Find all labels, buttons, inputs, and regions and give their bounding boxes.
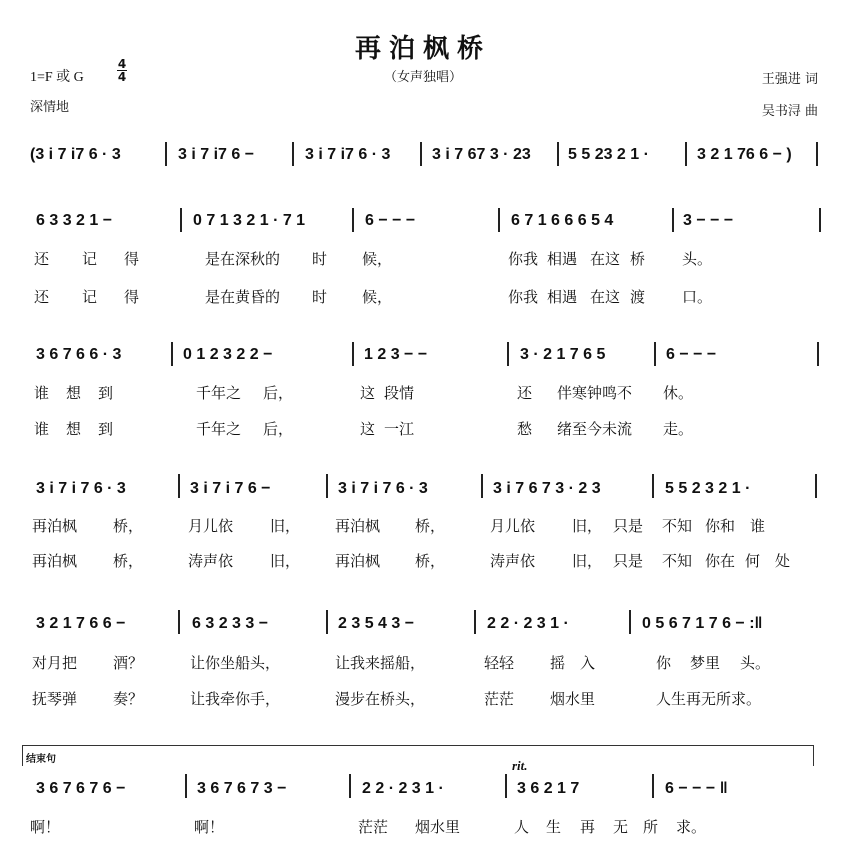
- lyric-syllable: 相遇: [547, 250, 578, 268]
- lyric-syllable: 只是: [613, 552, 644, 570]
- lyric-syllable: 在这: [590, 250, 621, 268]
- lyric-syllable: 茫茫: [358, 818, 389, 836]
- key-signature: 1=F 或 G: [30, 70, 84, 85]
- measure: 3 6 2 1 7: [517, 780, 580, 797]
- barline: [352, 342, 354, 366]
- lyric-syllable: 茫茫: [484, 690, 515, 708]
- lyricist-credit: 王强进 词: [761, 72, 818, 87]
- barline: [178, 474, 180, 498]
- lyric-syllable: 只是: [613, 517, 644, 535]
- barline: [178, 610, 180, 634]
- lyric-syllable: 这: [360, 384, 376, 402]
- measure: 2 2 · 2 3 1 ·: [487, 615, 569, 632]
- song-title: 再泊枫桥: [354, 34, 491, 64]
- barline: [474, 610, 476, 634]
- barline: [654, 342, 656, 366]
- lyric-syllable: 想: [66, 420, 82, 438]
- measure: 5 5 23 2 1 ·: [568, 146, 649, 163]
- lyric-syllable: 渡: [630, 288, 646, 306]
- lyric-syllable: 旧，: [572, 517, 603, 535]
- lyric-syllable: 再泊枫: [335, 517, 381, 535]
- measure: 3 2 1 7 6 6 −: [36, 615, 126, 632]
- lyric-syllable: 月儿依: [188, 517, 234, 535]
- lyric-syllable: 段情: [384, 384, 415, 402]
- barline: [326, 610, 328, 634]
- lyric-syllable: 你: [656, 654, 672, 672]
- lyric-syllable: 相遇: [547, 288, 578, 306]
- lyric-syllable: 旧，: [270, 552, 301, 570]
- lyric-syllable: 千年之: [196, 420, 242, 438]
- measure: 6 − − − ‖: [665, 780, 728, 797]
- lyric-syllable: 所: [643, 818, 659, 836]
- lyric-syllable: 生: [546, 818, 562, 836]
- lyric-syllable: 一江: [384, 420, 415, 438]
- barline: [352, 208, 354, 232]
- measure: 3 2 1 76 6 − ): [697, 146, 792, 163]
- measure: 6 7 1 6 6 6 5 4: [511, 212, 614, 229]
- barline: [326, 474, 328, 498]
- lyric-syllable: 后，: [263, 420, 294, 438]
- lyric-syllable: 再泊枫: [32, 517, 78, 535]
- barline: [292, 142, 294, 166]
- measure: 6 3 3 2 1 −: [36, 212, 113, 229]
- lyric-syllable: 桥，: [415, 552, 446, 570]
- lyric-syllable: 时: [312, 288, 328, 306]
- barline: [505, 774, 507, 798]
- lyric-syllable: 谁: [750, 517, 766, 535]
- lyric-syllable: 后，: [263, 384, 294, 402]
- lyric-syllable: 何: [745, 552, 761, 570]
- lyric-syllable: 不知: [662, 552, 693, 570]
- barline: [481, 474, 483, 498]
- lyric-syllable: 轻轻: [484, 654, 515, 672]
- lyric-syllable: 口。: [682, 288, 713, 306]
- lyric-syllable: 让我牵你手，: [190, 690, 281, 708]
- lyric-syllable: 人生再无所求。: [656, 690, 762, 708]
- lyric-syllable: 你我: [508, 288, 539, 306]
- lyric-syllable: 不知: [662, 517, 693, 535]
- lyric-syllable: 旧，: [572, 552, 603, 570]
- lyric-syllable: 还: [34, 250, 50, 268]
- barline: [629, 610, 631, 634]
- barline: [672, 208, 674, 232]
- lyric-syllable: 得: [124, 250, 140, 268]
- lyric-syllable: 休。: [663, 384, 694, 402]
- lyric-syllable: 绪至今未流: [557, 420, 633, 438]
- lyric-syllable: 入: [580, 654, 596, 672]
- coda-label: 结束句: [26, 754, 56, 765]
- tempo-marking: 深情地: [30, 100, 70, 115]
- lyric-syllable: 涛声依: [490, 552, 536, 570]
- measure: 2 3 5 4 3 −: [338, 615, 415, 632]
- measure: (3 i 7 i7 6 · 3: [30, 146, 121, 163]
- barline: [685, 142, 687, 166]
- lyric-syllable: 对月把: [32, 654, 78, 672]
- lyric-syllable: 候，: [362, 288, 393, 306]
- lyric-syllable: 记: [82, 250, 98, 268]
- measure: 2 2 · 2 3 1 ·: [362, 780, 444, 797]
- measure: 6 − − −: [365, 212, 416, 229]
- lyric-syllable: 想: [66, 384, 82, 402]
- barline: [171, 342, 173, 366]
- lyric-syllable: 是在黄昏的: [205, 288, 281, 306]
- lyric-syllable: 还: [34, 288, 50, 306]
- lyric-syllable: 在这: [590, 288, 621, 306]
- barline: [165, 142, 167, 166]
- coda-bracket: [22, 745, 814, 766]
- measure: 3 i 7 i 7 6 −: [190, 480, 271, 497]
- measure: 0 5 6 7 1 7 6 − :‖: [642, 615, 763, 632]
- lyric-syllable: 抚琴弹: [32, 690, 78, 708]
- song-subtitle: （女声独唱）: [383, 70, 462, 85]
- barline: [816, 142, 818, 166]
- barline: [420, 142, 422, 166]
- lyric-syllable: 旧，: [270, 517, 301, 535]
- measure: 3 i 7 i7 6 · 3: [305, 146, 391, 163]
- barline: [817, 342, 819, 366]
- lyric-syllable: 涛声依: [188, 552, 234, 570]
- measure: 0 7 1 3 2 1 · 7 1: [193, 212, 306, 229]
- composer-credit: 吴书浔 曲: [761, 104, 818, 119]
- lyric-syllable: 处: [775, 552, 791, 570]
- measure: 3 6 7 6 6 · 3: [36, 346, 122, 363]
- lyric-syllable: 愁: [517, 420, 533, 438]
- lyric-syllable: 烟水里: [550, 690, 596, 708]
- measure: 0 1 2 3 2 2 −: [183, 346, 273, 363]
- lyric-syllable: 啊！: [30, 818, 61, 836]
- lyric-syllable: 无: [613, 818, 629, 836]
- measure: 3 i 7 i 7 6 · 3: [338, 480, 428, 497]
- barline: [185, 774, 187, 798]
- lyric-syllable: 漫步在桥头，: [335, 690, 426, 708]
- lyric-syllable: 让你坐船头，: [190, 654, 281, 672]
- barline: [507, 342, 509, 366]
- barline: [815, 474, 817, 498]
- lyric-syllable: 摇: [550, 654, 566, 672]
- lyric-syllable: 谁: [34, 420, 50, 438]
- lyric-syllable: 千年之: [196, 384, 242, 402]
- lyric-syllable: 酒？: [113, 654, 144, 672]
- lyric-syllable: 走。: [663, 420, 694, 438]
- lyric-syllable: 你在: [705, 552, 736, 570]
- measure: 3 · 2 1 7 6 5: [520, 346, 606, 363]
- measure: 5 5 2 3 2 1 ·: [665, 480, 751, 497]
- lyric-syllable: 到: [98, 420, 114, 438]
- measure: 3 i 7 6 7 3 · 2 3: [493, 480, 601, 497]
- barline: [349, 774, 351, 798]
- lyric-syllable: 你我: [508, 250, 539, 268]
- lyric-syllable: 桥，: [113, 552, 144, 570]
- lyric-syllable: 时: [312, 250, 328, 268]
- lyric-syllable: 桥: [630, 250, 646, 268]
- barline: [498, 208, 500, 232]
- lyric-syllable: 求。: [676, 818, 707, 836]
- lyric-syllable: 再泊枫: [32, 552, 78, 570]
- measure: 6 − − −: [666, 346, 717, 363]
- lyric-syllable: 得: [124, 288, 140, 306]
- barline: [652, 474, 654, 498]
- lyric-syllable: 谁: [34, 384, 50, 402]
- lyric-syllable: 再: [580, 818, 596, 836]
- measure: 3 6 7 6 7 3 −: [197, 780, 287, 797]
- measure: 6 3 2 3 3 −: [192, 615, 269, 632]
- time-signature: 4 4: [117, 57, 127, 84]
- lyric-syllable: 这: [360, 420, 376, 438]
- lyric-syllable: 啊！: [194, 818, 225, 836]
- barline: [180, 208, 182, 232]
- measure: 3 i 7 i 7 6 · 3: [36, 480, 126, 497]
- measure: 3 i 7 67 3 · 23: [432, 146, 531, 163]
- barline: [819, 208, 821, 232]
- measure: 3 6 7 6 7 6 −: [36, 780, 126, 797]
- lyric-syllable: 桥，: [113, 517, 144, 535]
- lyric-syllable: 月儿依: [490, 517, 536, 535]
- lyric-syllable: 记: [82, 288, 98, 306]
- lyric-syllable: 伴寒钟鸣不: [557, 384, 633, 402]
- lyric-syllable: 桥，: [415, 517, 446, 535]
- lyric-syllable: 烟水里: [415, 818, 461, 836]
- lyric-syllable: 你和: [705, 517, 736, 535]
- lyric-syllable: 让我来摇船，: [335, 654, 426, 672]
- lyric-syllable: 奏？: [113, 690, 144, 708]
- lyric-syllable: 是在深秋的: [205, 250, 281, 268]
- barline: [652, 774, 654, 798]
- measure: 3 i 7 i7 6 −: [178, 146, 255, 163]
- lyric-syllable: 头。: [682, 250, 713, 268]
- lyric-syllable: 候，: [362, 250, 393, 268]
- barline: [557, 142, 559, 166]
- lyric-syllable: 到: [98, 384, 114, 402]
- lyric-syllable: 头。: [740, 654, 771, 672]
- lyric-syllable: 梦里: [690, 654, 721, 672]
- lyric-syllable: 再泊枫: [335, 552, 381, 570]
- measure: 1 2 3 − −: [364, 346, 428, 363]
- measure: 3 − − −: [683, 212, 734, 229]
- lyric-syllable: 人: [514, 818, 530, 836]
- ritardando-marking: rit.: [512, 758, 528, 773]
- lyric-syllable: 还: [517, 384, 533, 402]
